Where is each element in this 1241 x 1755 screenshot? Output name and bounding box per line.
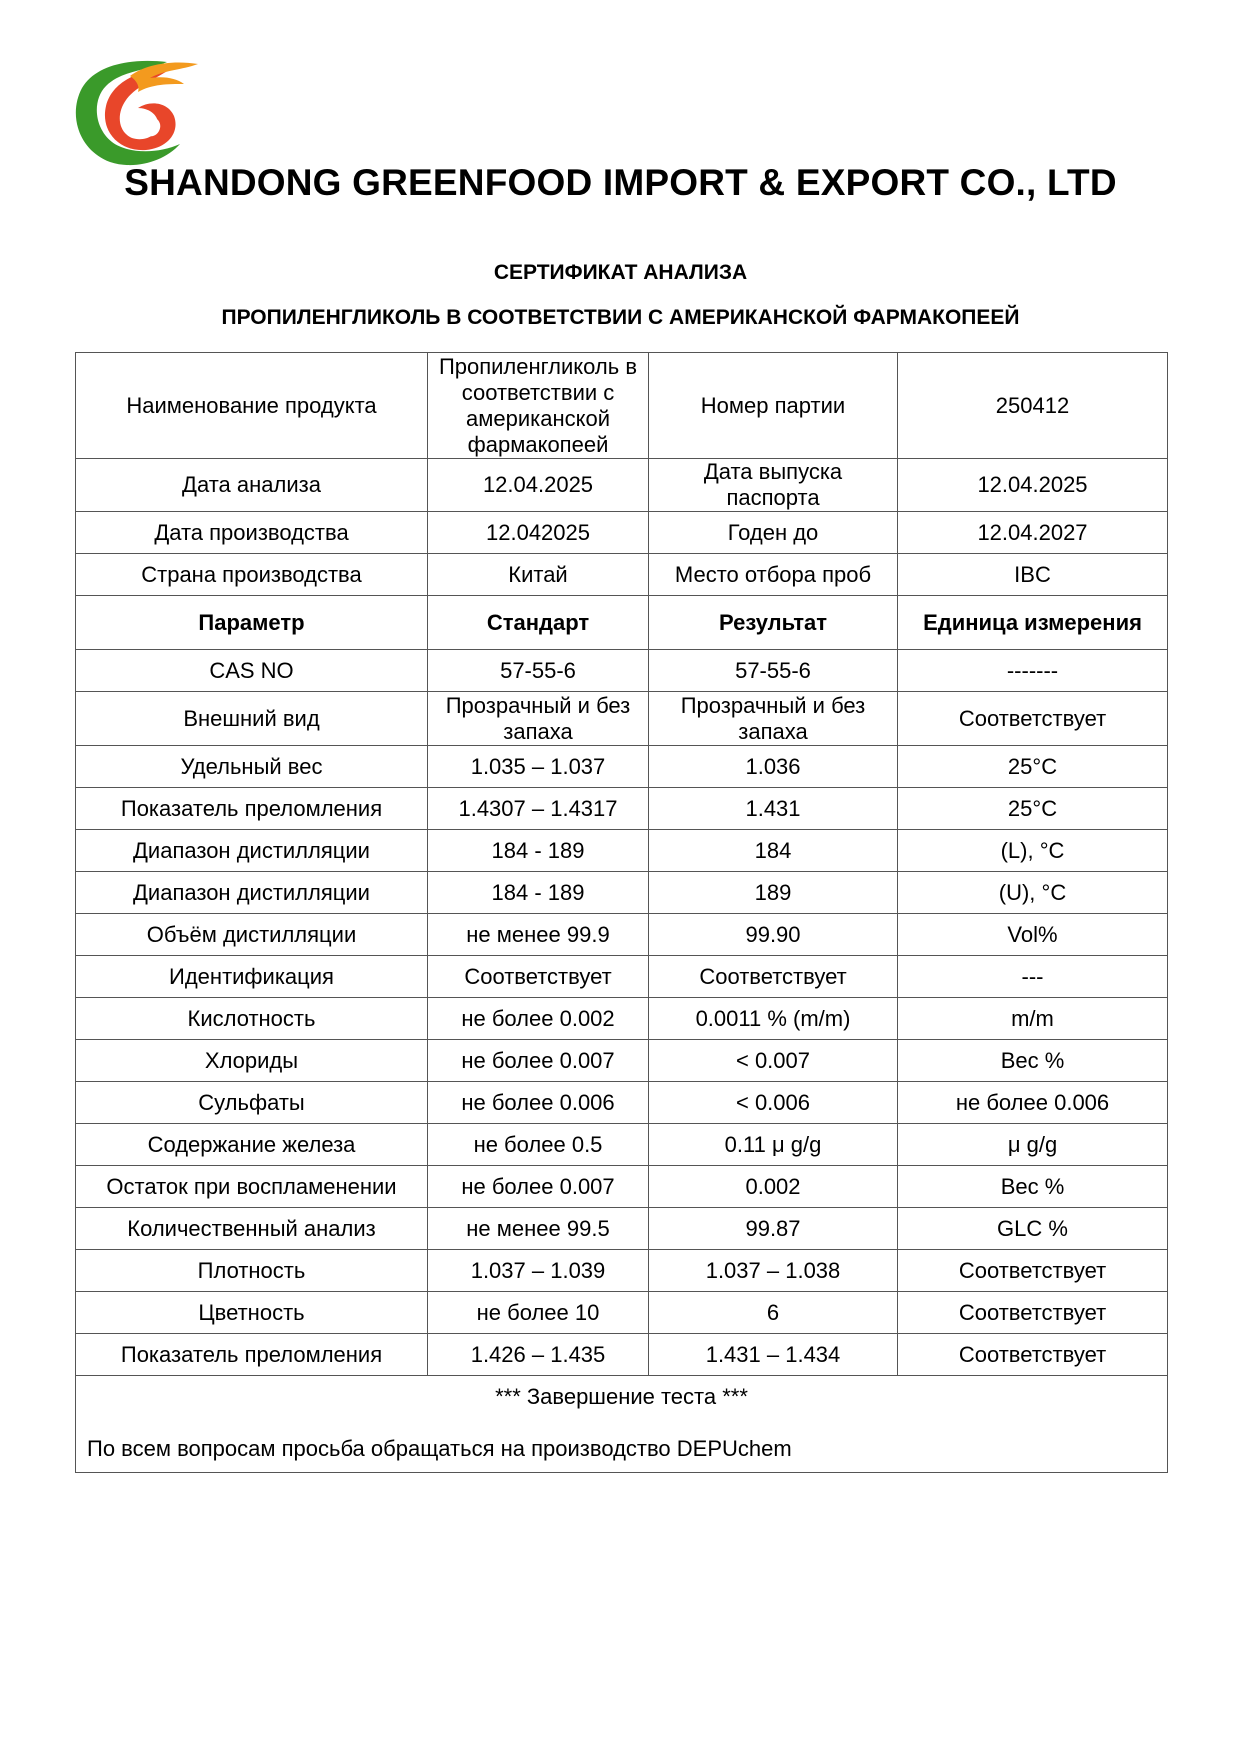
footer-cell (76, 1376, 1168, 1473)
info-value: Китай (428, 554, 649, 596)
unit-cell: GLC % (898, 1208, 1168, 1250)
document-title: СЕРТИФИКАТ АНАЛИЗА (493, 261, 748, 284)
standard-cell: 1.037 – 1.039 (428, 1250, 649, 1292)
result-cell: 6 (649, 1292, 898, 1334)
result-cell: Прозрачный и без запаха (649, 692, 898, 746)
result-cell: < 0.006 (649, 1082, 898, 1124)
info-value: IBC (898, 554, 1168, 596)
info-label: Место отбора проб (649, 554, 898, 596)
unit-cell: Vol% (898, 914, 1168, 956)
table-row (76, 872, 1168, 914)
unit-cell: m/m (898, 998, 1168, 1040)
result-cell: 1.037 – 1.038 (649, 1250, 898, 1292)
info-label: Номер партии (649, 353, 898, 459)
parameter-cell: Содержание железа (76, 1124, 428, 1166)
table-row (76, 1208, 1168, 1250)
contact-note: По всем вопросам просьба обращаться на производство DEPUchem (87, 1436, 792, 1461)
table-row (76, 1166, 1168, 1208)
results-body (76, 650, 1168, 1376)
parameter-cell: Плотность (76, 1250, 428, 1292)
info-value: 250412 (898, 353, 1168, 459)
result-cell: 184 (649, 830, 898, 872)
standard-cell: не менее 99.9 (428, 914, 649, 956)
table-row (76, 353, 1168, 459)
result-cell: 0.002 (649, 1166, 898, 1208)
info-label: Дата выпуска паспорта (649, 459, 898, 512)
unit-cell: (L), °C (898, 830, 1168, 872)
standard-cell: не более 0.006 (428, 1082, 649, 1124)
table-row (76, 746, 1168, 788)
result-cell: < 0.007 (649, 1040, 898, 1082)
result-cell: 57-55-6 (649, 650, 898, 692)
table-row (76, 692, 1168, 746)
table-row (76, 1124, 1168, 1166)
standard-cell: не более 0.007 (428, 1166, 649, 1208)
standard-cell: 1.035 – 1.037 (428, 746, 649, 788)
table-row (76, 554, 1168, 596)
parameter-cell: Количественный анализ (76, 1208, 428, 1250)
unit-cell: Вес % (898, 1040, 1168, 1082)
footer-row (76, 1376, 1168, 1473)
standard-cell: не более 0.007 (428, 1040, 649, 1082)
parameter-cell: CAS NO (76, 650, 428, 692)
table-row (76, 459, 1168, 512)
table-row (76, 998, 1168, 1040)
result-cell: 1.431 (649, 788, 898, 830)
column-header-unit: Единица измерения (898, 596, 1168, 650)
info-value: 12.04.2025 (428, 459, 649, 512)
result-cell: 0.0011 % (m/m) (649, 998, 898, 1040)
table-row (76, 1292, 1168, 1334)
unit-cell: Соответствует (898, 1250, 1168, 1292)
info-value: 12.042025 (428, 512, 649, 554)
table-row (76, 1040, 1168, 1082)
company-logo (72, 58, 206, 166)
standard-cell: 184 - 189 (428, 830, 649, 872)
parameter-cell: Показатель преломления (76, 1334, 428, 1376)
table-row (76, 956, 1168, 998)
info-value: 12.04.2027 (898, 512, 1168, 554)
parameter-cell: Диапазон дистилляции (76, 830, 428, 872)
company-name: SHANDONG GREENFOOD IMPORT & EXPORT CO., LTD (124, 162, 1117, 203)
result-cell: 1.036 (649, 746, 898, 788)
standard-cell: не более 0.002 (428, 998, 649, 1040)
parameter-cell: Остаток при воспламенении (76, 1166, 428, 1208)
standard-cell: 184 - 189 (428, 872, 649, 914)
standard-cell: Соответствует (428, 956, 649, 998)
parameter-cell: Сульфаты (76, 1082, 428, 1124)
unit-cell: --- (898, 956, 1168, 998)
parameter-cell: Показатель преломления (76, 788, 428, 830)
table-row (76, 1082, 1168, 1124)
parameter-cell: Внешний вид (76, 692, 428, 746)
info-label: Годен до (649, 512, 898, 554)
standard-cell: не более 0.5 (428, 1124, 649, 1166)
standard-cell: Прозрачный и без запаха (428, 692, 649, 746)
table-row (76, 512, 1168, 554)
table-row (76, 830, 1168, 872)
result-cell: 99.90 (649, 914, 898, 956)
unit-cell: 25°C (898, 788, 1168, 830)
table-row (76, 914, 1168, 956)
result-cell: 99.87 (649, 1208, 898, 1250)
result-cell: 0.11 μ g/g (649, 1124, 898, 1166)
table-row (76, 788, 1168, 830)
unit-cell: Вес % (898, 1166, 1168, 1208)
info-label: Страна производства (76, 554, 428, 596)
info-label: Дата анализа (76, 459, 428, 512)
info-label: Дата производства (76, 512, 428, 554)
standard-cell: 1.426 – 1.435 (428, 1334, 649, 1376)
certificate-table (75, 352, 1168, 1473)
table-row (76, 1334, 1168, 1376)
info-value: 12.04.2025 (898, 459, 1168, 512)
result-cell: Соответствует (649, 956, 898, 998)
info-value: Пропиленгликоль в соответствии с американской фармакопеей (428, 353, 649, 459)
parameter-cell: Идентификация (76, 956, 428, 998)
logo-white-curl (142, 118, 158, 134)
unit-cell: μ g/g (898, 1124, 1168, 1166)
parameter-cell: Цветность (76, 1292, 428, 1334)
parameter-cell: Удельный вес (76, 746, 428, 788)
unit-cell: ------- (898, 650, 1168, 692)
info-label: Наименование продукта (76, 353, 428, 459)
parameter-cell: Диапазон дистилляции (76, 872, 428, 914)
unit-cell: Соответствует (898, 692, 1168, 746)
standard-cell: 1.4307 – 1.4317 (428, 788, 649, 830)
unit-cell: Соответствует (898, 1334, 1168, 1376)
standard-cell: не более 10 (428, 1292, 649, 1334)
column-header-row (76, 596, 1168, 650)
unit-cell: Соответствует (898, 1292, 1168, 1334)
parameter-cell: Хлориды (76, 1040, 428, 1082)
result-cell: 1.431 – 1.434 (649, 1334, 898, 1376)
unit-cell: не более 0.006 (898, 1082, 1168, 1124)
parameter-cell: Объём дистилляции (76, 914, 428, 956)
standard-cell: не менее 99.5 (428, 1208, 649, 1250)
unit-cell: 25°C (898, 746, 1168, 788)
table-row (76, 1250, 1168, 1292)
result-cell: 189 (649, 872, 898, 914)
standard-cell: 57-55-6 (428, 650, 649, 692)
column-header-standard: Стандарт (428, 596, 649, 650)
parameter-cell: Кислотность (76, 998, 428, 1040)
document-subtitle: ПРОПИЛЕНГЛИКОЛЬ В СООТВЕТСТВИИ С АМЕРИКАНСКОЙ ФАРМАКОПЕЕЙ (221, 306, 1020, 329)
unit-cell: (U), °C (898, 872, 1168, 914)
column-header-result: Результат (649, 596, 898, 650)
table-row (76, 650, 1168, 692)
end-of-test: *** Завершение теста *** (495, 1384, 748, 1409)
column-header-parameter: Параметр (76, 596, 428, 650)
